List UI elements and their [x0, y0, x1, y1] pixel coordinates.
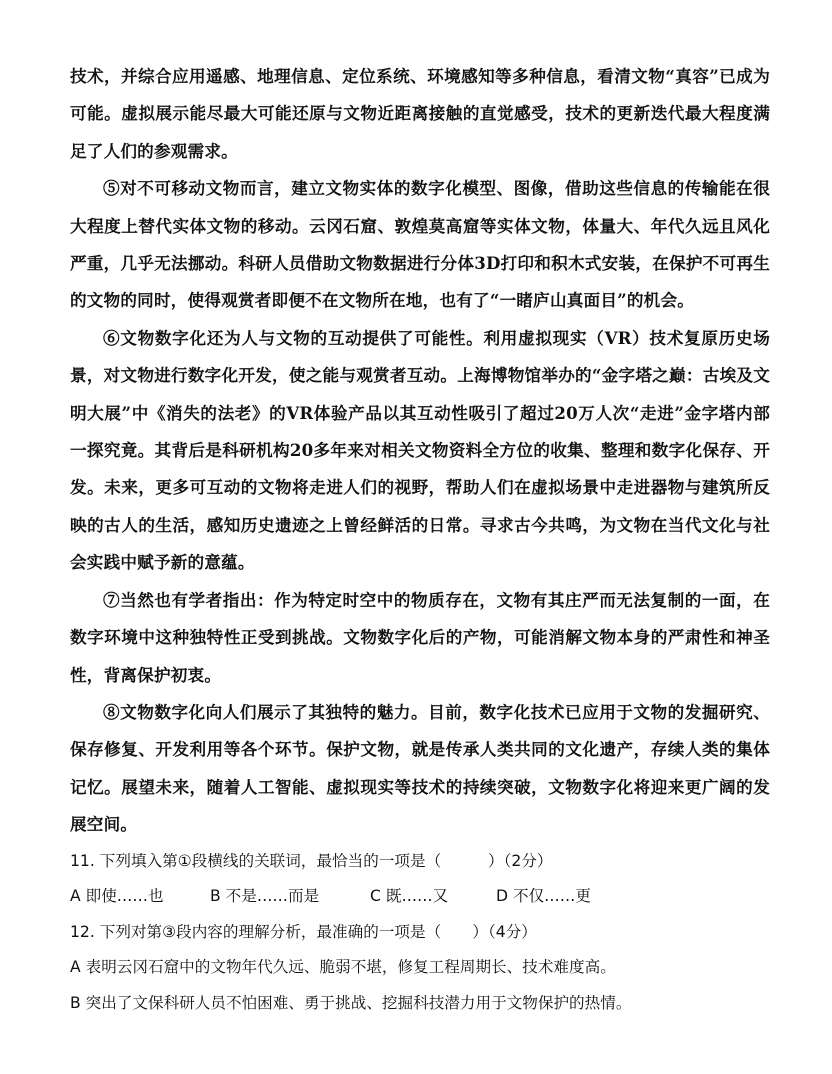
question-11-stem: 11. 下列填入第①段横线的关联词，最恰当的一项是（ ）（2分） — [70, 851, 553, 870]
paragraph-4-continuation: 技术，并综合应用遥感、地理信息、定位系统、环境感知等多种信息，看清文物“真容”已成为可能。虚拟展示能尽最大可能还原与文物近距离接触的直觉感受，技术的更新迭代最大程度满足了人们的参观需求。 — [70, 66, 770, 161]
paragraph-6: ⑥文物数字化还为人与文物的互动提供了可能性。利用虚拟现实（VR）技术复原历史场景，对文物进行数字化开发，使之能与观赏者互动。上海博物馆举办的“金字塔之巅：古埃及文明大展”中《消失的法老》的VR体验产品以其互动性吸引了超过20万人次“走进”金字塔内部一探究竟。其背后是科研机构20多年来对相关文物资料全方位的收集、整理和数字化保存、开发。未来，更多可互动的文物将走进人们的视野，帮助人们在虚拟场景中走进器物与建筑所反映的古人的生活，感知历史遗迹之上曾经鲜活的日常。寻求古今共鸣，为文物在当代文化与社会实践中赋予新的意蕴。 — [70, 327, 770, 573]
question-12-stem: 12. 下列对第③段内容的理解分析，最准确的一项是（ ）（4分） — [70, 922, 537, 941]
question-12-option-a: A 表明云冈石窟中的文物年代久远、脆弱不堪，修复工程周期长、技术难度高。 — [70, 958, 616, 977]
question-11-option-d: D 不仅……更 — [496, 887, 591, 906]
question-12-option-b: B 突出了文保科研人员不怕困难、勇于挑战、挖掘科技潜力用于文物保护的热情。 — [70, 993, 632, 1012]
question-11-option-c: C 既……又 — [370, 887, 449, 906]
question-11-option-b: B 不是……而是 — [210, 887, 320, 906]
question-11-options — [70, 879, 770, 915]
paragraph-8: ⑧文物数字化向人们展示了其独特的魅力。目前，数字化技术已应用于文物的发掘研究、保存修复、开发利用等各个环节。保护文物，就是传承人类共同的文化遗产，存续人类的集体记忆。展望未来，随着人工智能、虚拟现实等技术的持续突破，文物数字化将迎来更广阔的发展空间。 — [70, 701, 770, 835]
question-11-option-a: A 即使……也 — [70, 887, 164, 906]
exam-page — [70, 58, 770, 1022]
paragraph-5: ⑤对不可移动文物而言，建立文物实体的数字化模型、图像，借助这些信息的传输能在很大程度上替代实体文物的移动。云冈石窟、敦煌莫高窟等实体文物，体量大、年代久远且风化严重，几乎无法挪动。科研人员借助文物数据进行分体3D打印和积木式安装，在保护不可再生的文物的同时，使得观赏者即便不在文物所在地，也有了“一睹庐山真面目”的机会。 — [70, 178, 770, 311]
paragraph-7: ⑦当然也有学者指出：作为特定时空中的物质存在，文物有其庄严而无法复制的一面，在数字环境中这种独特性正受到挑战。文物数字化后的产物，可能消解文物本身的严肃性和神圣性，背离保护初衷。 — [70, 589, 770, 685]
